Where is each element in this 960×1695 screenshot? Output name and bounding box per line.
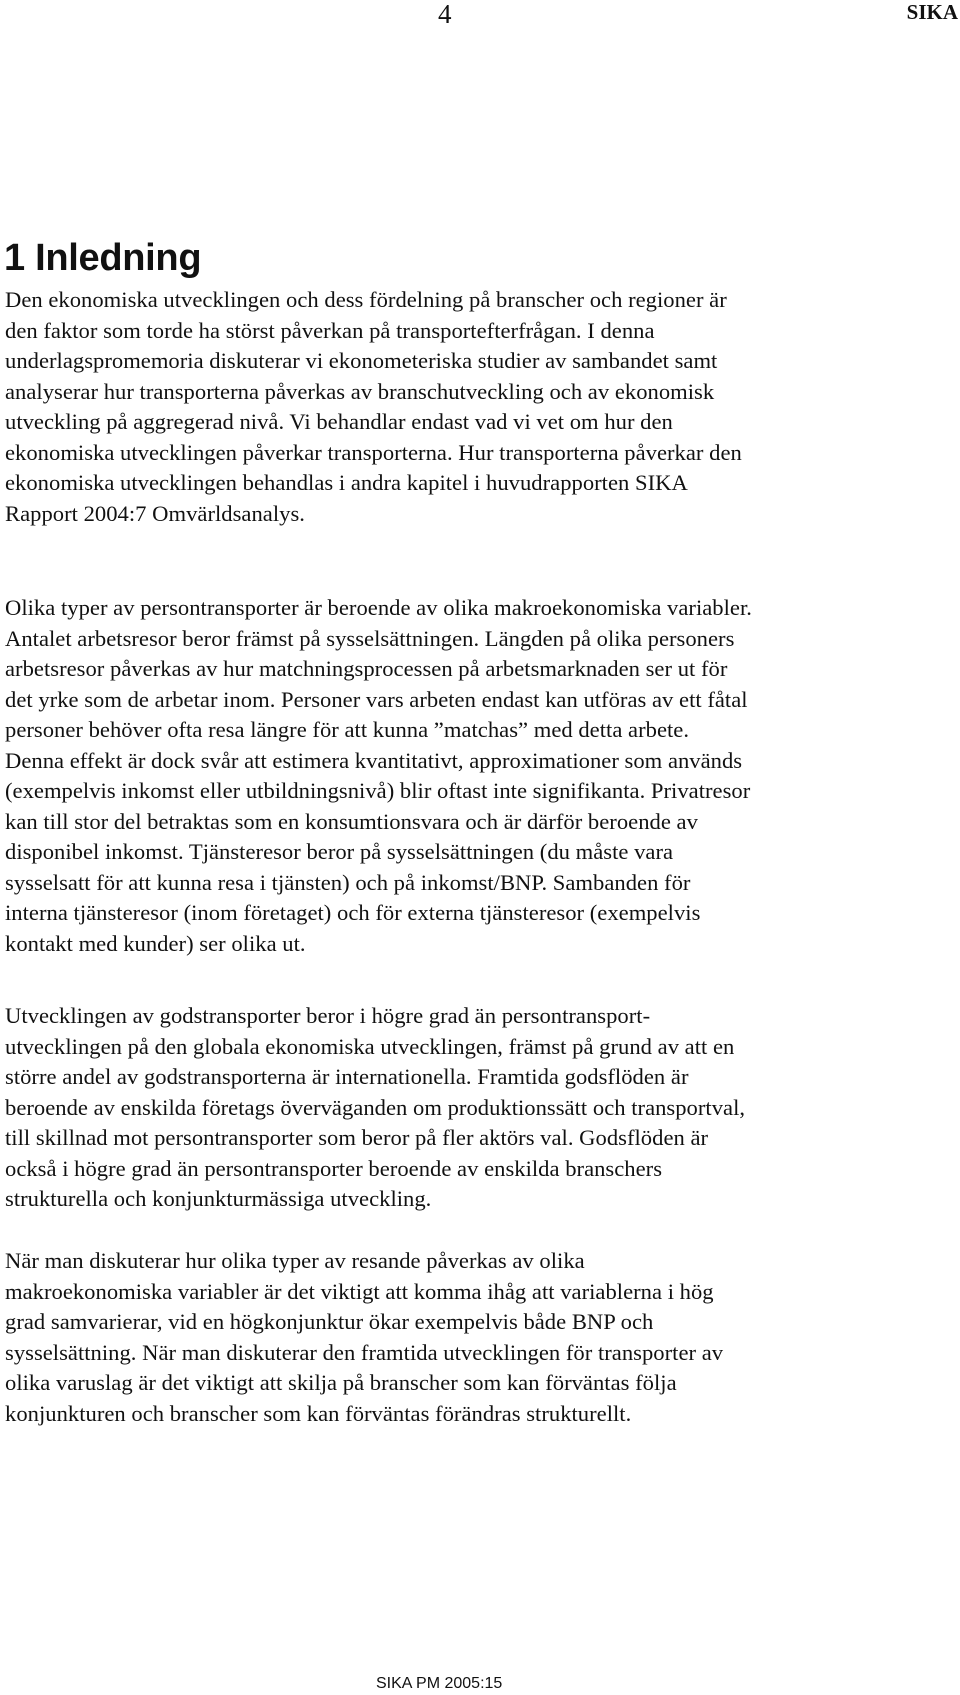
text-line: olika varuslag är det viktigt att skilja på branscher som kan förväntas följa: [5, 1370, 677, 1395]
text-line: större andel av godstransporterna är internationella. Framtida godsflöden är: [5, 1064, 689, 1089]
text-line: till skillnad mot persontransporter som beror på fler aktörs val. Godsflöden är: [5, 1125, 709, 1150]
text-line: analyserar hur transporterna påverkas av branschutveckling och av ekonomisk: [5, 378, 715, 404]
text-line: makroekonomiska variabler är det viktigt att komma ihåg att variablerna i hög: [5, 1278, 714, 1304]
text-line: När man diskuterar hur olika typer av resande påverkas av olika: [5, 1248, 585, 1273]
text-line: Olika typer av persontransporter är beroende av olika makroekonomiska variabler.: [5, 595, 752, 620]
text-line: konjunkturen och branscher som kan förväntas förändras strukturellt.: [5, 1400, 632, 1426]
paragraph-3: [5, 1001, 905, 1215]
text-line: sysselsatt för att kunna resa i tjänsten) och på inkomst/BNP. Sambanden för: [5, 869, 691, 895]
text-line: interna tjänsteresor (inom företaget) och för externa tjänsteresor (exempelvis: [5, 900, 701, 925]
text-line: sysselsättning. När man diskuterar den framtida utvecklingen för transporter av: [5, 1339, 724, 1365]
text-line: utvecklingen på den globala ekonomiska utvecklingen, främst på grund av att en: [5, 1033, 735, 1059]
text-line: Utvecklingen av godstransporter beror i högre grad än persontransport-: [5, 1003, 651, 1028]
text-line: den faktor som torde ha störst påverkan på transportefterfrågan. I denna: [5, 317, 655, 343]
text-line: Den ekonomiska utvecklingen och dess fördelning på branscher och regioner är: [5, 287, 727, 312]
running-header: SIKA: [906, 0, 958, 24]
text-line: strukturella och konjunkturmässiga utveckling.: [5, 1186, 432, 1211]
paragraph-1: [5, 285, 905, 529]
paragraph-2: [5, 593, 905, 959]
text-line: det yrke som de arbetar inom. Personer vars arbeten endast kan utföras av ett fåtal: [5, 686, 748, 712]
text-line: kan till stor del betraktas som en konsumtionsvara och är därför beroende av: [5, 808, 698, 834]
text-line: Denna effekt är dock svår att estimera kvantitativt, approximationer som används: [5, 747, 743, 773]
text-line: Antalet arbetsresor beror främst på sysselsättningen. Längden på olika personers: [5, 625, 735, 651]
page-footer: SIKA PM 2005:15: [376, 1675, 503, 1692]
text-line: (exempelvis inkomst eller utbildningsnivå) blir oftast inte signifikanta. Privatresor: [5, 778, 751, 803]
chapter-title: 1 Inledning: [4, 237, 202, 279]
page-number: 4: [438, 0, 452, 29]
text-line: disponibel inkomst. Tjänsteresor beror på sysselsättningen (du måste vara: [5, 839, 674, 864]
text-line: personer behöver ofta resa längre för att kunna ”matchas” med detta arbete.: [5, 717, 690, 742]
text-line: beroende av enskilda företags överväganden om produktionssätt och transportval,: [5, 1094, 746, 1120]
text-line: arbetsresor påverkas av hur matchningsprocessen på arbetsmarknaden ser ut för: [5, 656, 728, 681]
text-line: ekonomiska utvecklingen behandlas i andra kapitel i huvudrapporten SIKA: [5, 470, 688, 495]
text-line: utveckling på aggregerad nivå. Vi behandlar endast vad vi vet om hur den: [5, 409, 673, 434]
text-line: underlagspromemoria diskuterar vi ekonometeriska studier av sambandet samt: [5, 348, 718, 373]
text-line: grad samvarierar, vid en högkonjunktur ökar exempelvis både BNP och: [5, 1309, 654, 1334]
paragraph-4: [5, 1246, 905, 1429]
text-line: kontakt med kunder) ser olika ut.: [5, 930, 306, 956]
text-line: ekonomiska utvecklingen påverkar transporterna. Hur transporterna påverkar den: [5, 439, 742, 465]
text-line: Rapport 2004:7 Omvärldsanalys.: [5, 500, 305, 526]
text-line: också i högre grad än persontransporter beroende av enskilda branschers: [5, 1155, 663, 1181]
